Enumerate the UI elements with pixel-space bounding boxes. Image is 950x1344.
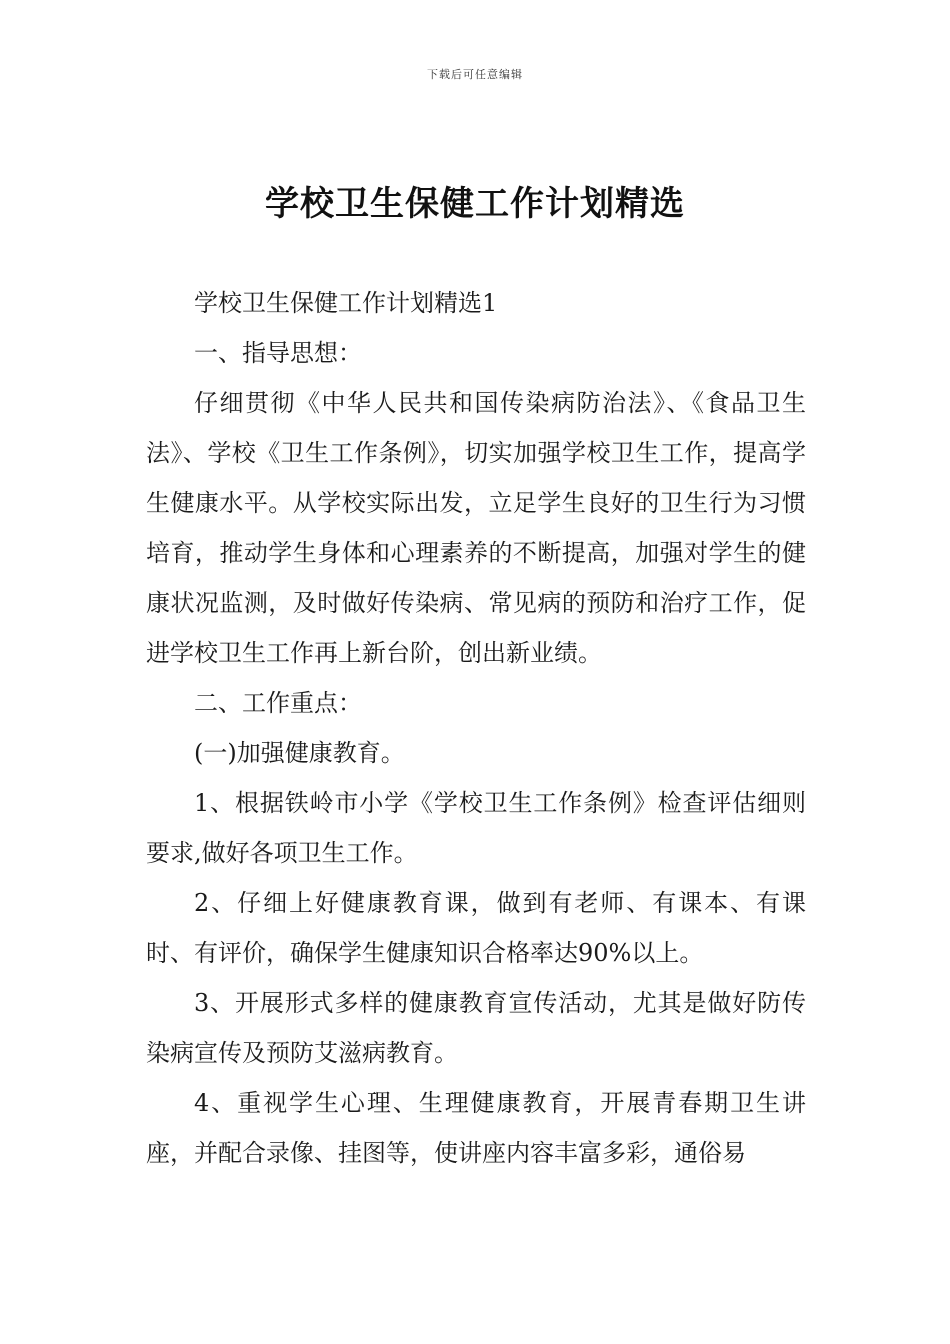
subsection-heading-health-education: (一)加强健康教育。 xyxy=(194,739,405,767)
list-item: 3、开展形式多样的健康教育宣传活动，尤其是做好防传染病宣传及预防艾滋病教育。 xyxy=(146,989,806,1067)
paragraph-guiding-ideology: 仔细贯彻《中华人民共和国传染病防治法》、《食品卫生法》、学校《卫生工作条例》，切实加强学校卫生工作，提高学生健康水平。从学校实际出发，立足学生良好的卫生行为习惯培育，推动学生身体和心理素养的不断提高，加强对学生的健康状况监测，及时做好传染病、常见病的预防和治疗工作，促进学校卫生工作再上新台阶，创出新业绩。 xyxy=(146,389,806,667)
header-note: 下载后可任意编辑 xyxy=(427,68,523,81)
list-item: 4、重视学生心理、生理健康教育，开展青春期卫生讲座，并配合录像、挂图等，使讲座内容丰富多彩，通俗易 xyxy=(146,1089,806,1167)
document-title: 学校卫生保健工作计划精选 xyxy=(265,184,685,224)
section-subtitle: 学校卫生保健工作计划精选1 xyxy=(194,289,498,317)
list-item: 2、仔细上好健康教育课，做到有老师、有课本、有课时、有评价，确保学生健康知识合格率达90%以上。 xyxy=(146,889,806,967)
section-heading-work-focus: 二、工作重点： xyxy=(194,689,362,717)
section-heading-guiding-ideology: 一、指导思想： xyxy=(194,339,362,367)
list-item: 1、根据铁岭市小学《学校卫生工作条例》检查评估细则要求,做好各项卫生工作。 xyxy=(146,789,806,867)
document-body xyxy=(146,278,806,1178)
